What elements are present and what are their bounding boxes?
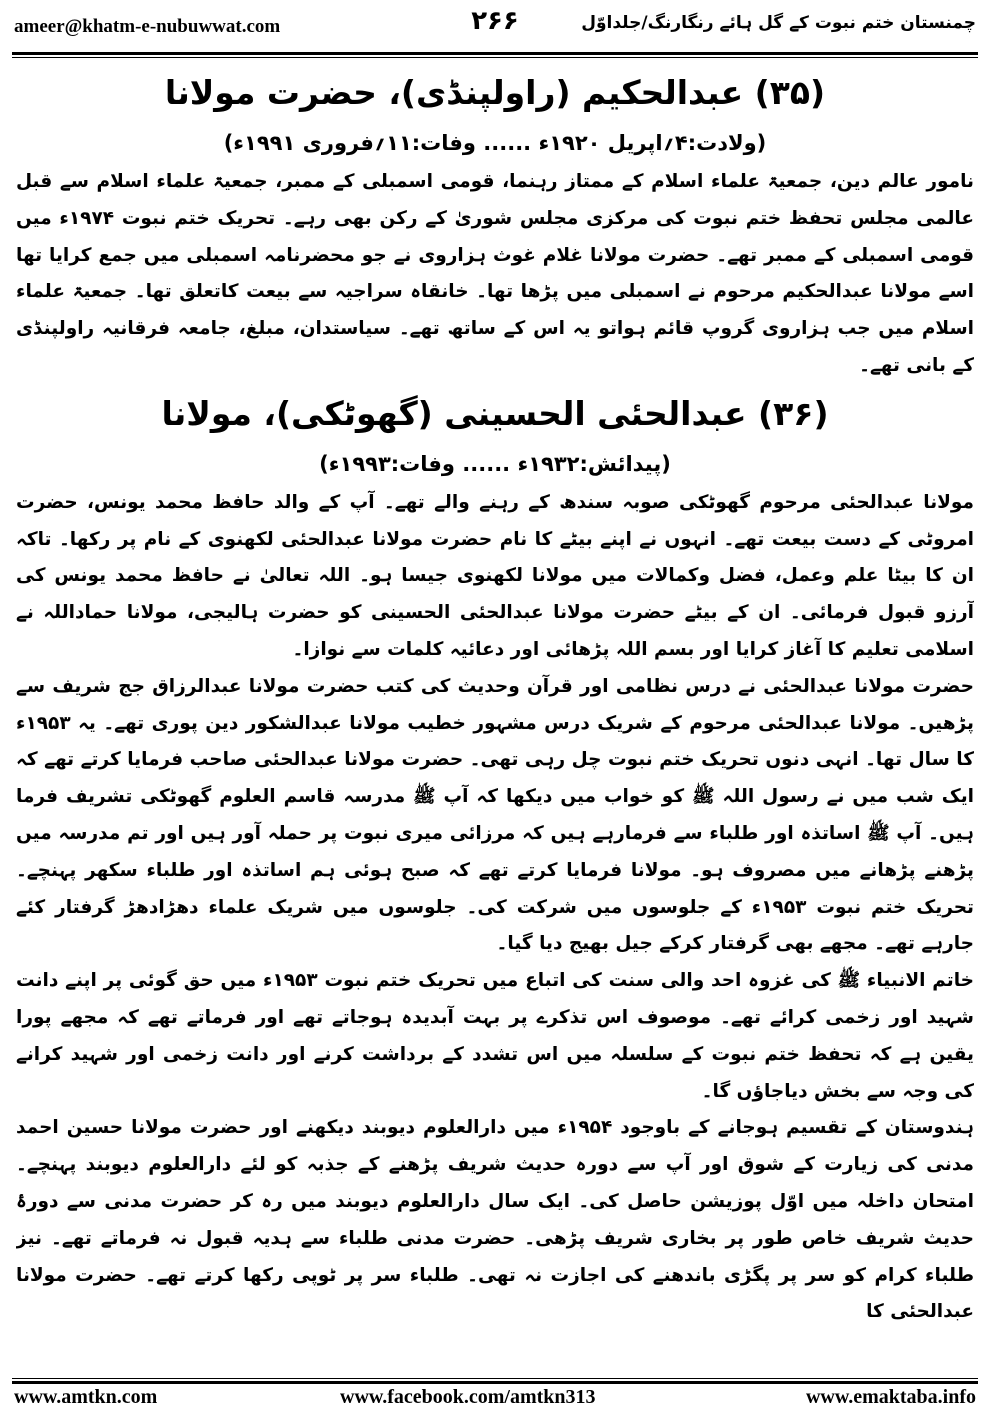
page-number: ۲۶۶ — [471, 6, 519, 36]
footer-link-amtkn[interactable]: www.amtkn.com — [14, 1386, 158, 1408]
body-paragraph: نامور عالم دین، جمعیۃ علماء اسلام کے ممتاز رہنما، قومی اسمبلی کے ممبر، جمعیۃ علماء اسلام سے قبل عالمی مجلس تحفظ ختم نبوت کی مرکزی مجلس شوریٰ کے رکن بھی رہے۔ تحریک ختم نبوت ۱۹۷۴ء میں قومی اسمبلی کے ممبر تھے۔ حضرت مولانا غلام غوث ہزاروی نے جو محضرنامہ اسمبلی میں جمع کرایا تھا اسے مولانا عبدالحکیم مرحوم نے اسمبلی میں پڑھا تھا۔ خانقاہ سراجیہ سے بیعت کاتعلق تھا۔ جمعیۃ علماء اسلام میں جب ہزاروی گروپ قائم ہواتو یہ اس کے ساتھ تھے۔ سیاستدان، مبلغ، جامعہ فرقانیہ راولپنڈی کے بانی تھے۔ — [16, 171, 974, 376]
header-rule-thick — [12, 52, 978, 55]
header-email: ameer@khatm-e-nubuwwat.com — [14, 16, 281, 37]
book-title: چمنستان ختم نبوت کے گل ہائے رنگارنگ/جلداوّل — [581, 13, 976, 33]
section-title: (۳۶) عبدالحئی الحسینی (گھوٹکی)، مولانا — [161, 393, 829, 433]
body-paragraph: حضرت مولانا عبدالحئی نے درس نظامی اور قرآن وحدیث کی کتب حضرت مولانا عبدالرزاق جج شریف سے پڑھیں۔ مولانا عبدالحئی مرحوم کے شریک درس مشہور خطیب مولانا عبدالشکور دین پوری تھے۔ یہ ۱۹۵۳ء کا سال تھا۔ انہی دنوں تحریک ختم نبوت چل رہی تھی۔ حضرت مولانا عبدالحئی صاحب فرمایا کرتے تھے کہ ایک شب میں نے رسول اللہ ﷺ کو خواب میں دیکھا کہ آپ ﷺ مدرسہ قاسم العلوم گھوٹکی تشریف فرما ہیں۔ آپ ﷺ اساتذہ اور طلباء سے فرمارہے ہیں کہ مرزائی میری نبوت پر حملہ آور ہیں اور تم مدرسہ میں پڑھنے پڑھانے میں مصروف ہو۔ مولانا فرمایا کرتے تھے کہ صبح ہوئی ہم اساتذہ اور طلباء سکھر پہنچے۔ تحریک ختم نبوت ۱۹۵۳ء کے جلوسوں میں شرکت کی۔ جلوسوں میں شریک علماء دھڑادھڑ گرفتار کئے جارہے تھے۔ مجھے بھی گرفتار کرکے جیل بھیج دیا گیا۔ — [16, 675, 974, 955]
footer-link-facebook[interactable]: www.facebook.com/amtkn313 — [340, 1386, 596, 1408]
page-header — [0, 0, 990, 56]
section-dates: (ولادت:۴؍اپریل ۱۹۲۰ء ...... وفات:۱۱؍فروری ۱۹۹۱ء) — [223, 131, 767, 155]
section-dates: (پیدائش:۱۹۳۲ء ...... وفات:۱۹۹۳ء) — [319, 451, 671, 476]
footer-rule-thin — [12, 1378, 978, 1379]
header-rule-thin — [12, 57, 978, 58]
section-title: (۳۵) عبدالحکیم (راولپنڈی)، حضرت مولانا — [164, 73, 826, 112]
footer-rule-thick — [12, 1381, 978, 1384]
body-paragraph: خاتم الانبیاء ﷺ کی غزوہ احد والی سنت کی اتباع میں تحریک ختم نبوت ۱۹۵۳ء میں حق گوئی پر اپنے دانت شہید اور زخمی کرائے تھے۔ موصوف اس تذکرے پر بہت آبدیدہ ہوجاتے تھے اور فرماتے تھے کہ مجھے پورا یقین ہے کہ تحفظ ختم نبوت کے سلسلہ میں اس تشدد کے برداشت کرنے اور دانت زخمی اور شہید کرانے کی وجہ سے بخش دیاجاؤں گا۔ — [16, 970, 974, 1102]
page-content — [16, 64, 974, 1370]
body-paragraph: مولانا عبدالحئی مرحوم گھوٹکی صوبہ سندھ کے رہنے والے تھے۔ آپ کے والد حافظ محمد یونس، حضرت امروٹی کے دست بیعت تھے۔ انہوں نے اپنے بیٹے کا نام حضرت مولانا عبدالحئی لکھنوی کے نام پر رکھا۔ تاکہ ان کا بیٹا علم وعمل، فضل وکمالات میں مولانا لکھنوی جیسا ہو۔ اللہ تعالیٰ نے حافظ محمد یونس کی آرزو قبول فرمائی۔ ان کے بیٹے حضرت مولانا عبدالحئی الحسینی کو حضرت ہالیجی، مولانا حماداللہ نے اسلامی تعلیم کا آغاز کرایا اور بسم اللہ پڑھائی اور دعائیہ کلمات سے نوازا۔ — [16, 491, 974, 660]
body-paragraph: ہندوستان کے تقسیم ہوجانے کے باوجود ۱۹۵۴ء میں دارالعلوم دیوبند دیکھنے اور حضرت مولانا حسین احمد مدنی کی زیارت کے شوق اور آپ سے دورہ حدیث شریف پڑھنے کے جذبہ کو لئے دارالعلوم دیوبند پہنچے۔ امتحان داخلہ میں اوّل پوزیشن حاصل کی۔ ایک سال دارالعلوم دیوبند میں رہ کر حضرت مدنی سے دورۂ حدیث شریف خاص طور پر بخاری شریف پڑھی۔ حضرت مدنی طلباء سے ہدیہ قبول نہ فرماتے تھے۔ نیز طلباء کرام کو سر پر پگڑی باندھنے کی اجازت نہ تھی۔ طلباء سر پر ٹوپی رکھا کرتے تھے۔ حضرت مولانا عبدالحئی کا — [16, 1117, 974, 1323]
footer-link-emaktaba[interactable]: www.emaktaba.info — [805, 1386, 976, 1408]
